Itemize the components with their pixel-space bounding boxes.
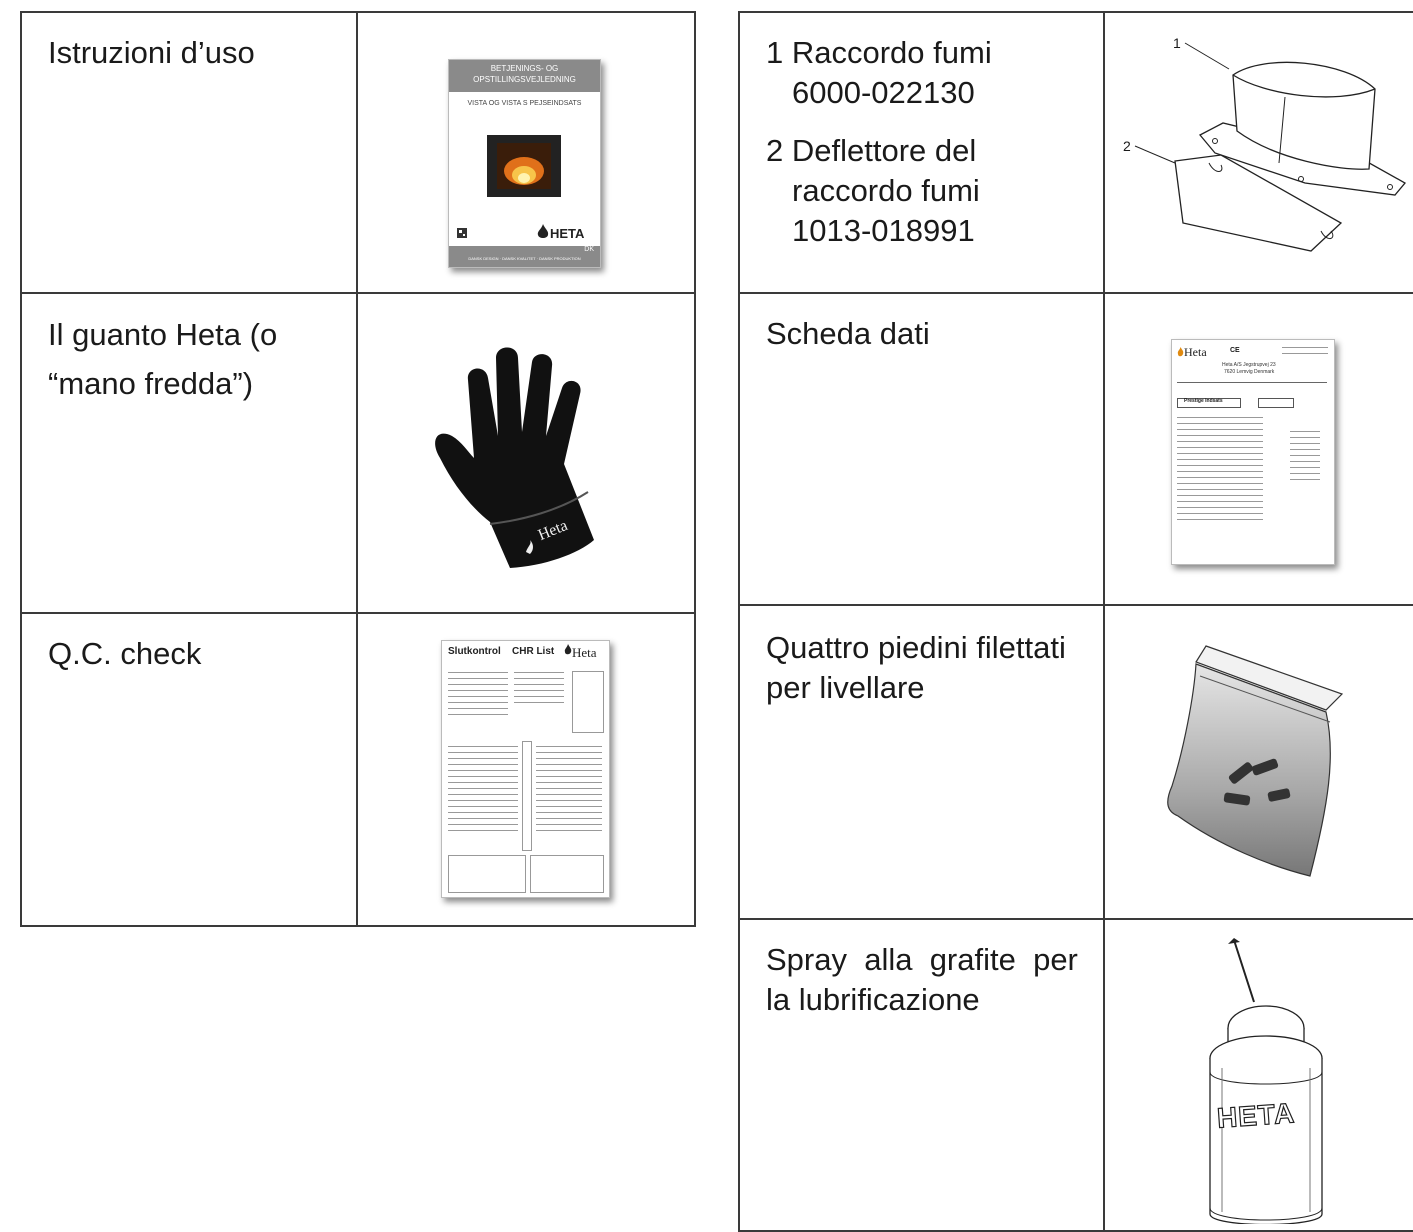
flame-logo-icon (1177, 347, 1184, 357)
datasheet-company: Heta A/S Jegstrupvej 23 (1222, 362, 1276, 368)
datasheet-product-name: Prestige Indsats (1184, 398, 1223, 404)
item-label-line1: Spray alla grafite per (766, 942, 1078, 977)
item-label-line2: per livellare (766, 670, 925, 705)
table-row (739, 919, 1413, 1231)
fireplace-icon (487, 135, 561, 197)
item-label: Scheda dati (766, 316, 930, 351)
datasheet-city: 7620 Lemvig Denmark (1224, 369, 1275, 375)
flame-logo-icon (537, 224, 549, 240)
qc-brand: Heta (572, 645, 597, 660)
item-label: Q.C. check (48, 636, 202, 671)
item1-code: 6000-022130 (792, 75, 975, 110)
manual-subtitle: VISTA OG VISTA S PEJSEINDSATS (467, 100, 582, 107)
feet-bag-image (1160, 636, 1360, 896)
table-row (21, 12, 695, 293)
image-cell (357, 613, 695, 926)
table-row (739, 12, 1413, 293)
item-label: Istruzioni d’uso (48, 35, 255, 70)
qc-check-sheet-image (441, 640, 610, 898)
label-cell (21, 613, 357, 926)
manual-header-line2: OPSTILLINGSVEJLEDNING (473, 75, 576, 84)
table-row (21, 613, 695, 926)
item2-code: 1013-018991 (792, 213, 975, 248)
qc-title2: CHR List (512, 646, 555, 657)
table-row (739, 293, 1413, 605)
item-label-line1: Il guanto Heta (o (48, 317, 278, 352)
datasheet-image (1171, 339, 1335, 565)
label-cell (739, 919, 1104, 1231)
flame-logo-icon (564, 644, 572, 656)
flue-collar-drawing (1105, 13, 1413, 294)
label-cell (21, 12, 357, 293)
item-label-line1: Quattro piedini filettati (766, 630, 1066, 665)
table-row (739, 605, 1413, 919)
graphite-spray-can-image (1200, 936, 1340, 1224)
manual-cover-image (448, 59, 601, 268)
item-label-line2: “mano fredda”) (48, 366, 254, 401)
image-cell (357, 293, 695, 613)
image-cell (1104, 293, 1413, 605)
manual-footer: DANSK DESIGN · DANSK KVALITET · DANSK PRODUKTION (468, 256, 581, 261)
image-cell (357, 12, 695, 293)
callout-2: 2 (1123, 138, 1131, 154)
left-parts-table (20, 11, 696, 927)
glove-image (428, 340, 628, 570)
qc-title: Slutkontrol (448, 646, 501, 657)
image-cell (1104, 919, 1413, 1231)
manual-brand: HETA (550, 226, 585, 241)
item2-label-line2: raccordo fumi (792, 173, 980, 208)
label-cell (739, 605, 1104, 919)
image-cell (1104, 12, 1413, 293)
table-row (21, 293, 695, 613)
right-parts-table (738, 11, 1413, 1232)
item1-label: 1 Raccordo fumi (766, 35, 992, 70)
manual-header-line1: BETJENINGS- OG (490, 64, 559, 73)
datasheet-ce-mark: CE (1230, 347, 1240, 354)
item2-label: 2 Deflettore del (766, 133, 977, 168)
label-cell (739, 293, 1104, 605)
manual-lang: DK (584, 246, 594, 253)
spray-brand: HETA (1215, 1097, 1297, 1134)
datasheet-brand: Heta (1184, 345, 1207, 359)
item-label-line2: la lubrificazione (766, 982, 980, 1017)
label-cell (739, 12, 1104, 293)
callout-1: 1 (1173, 35, 1181, 51)
image-cell (1104, 605, 1413, 919)
glove-brand: Heta (535, 516, 571, 545)
label-cell (21, 293, 357, 613)
qr-code-icon (457, 228, 467, 238)
